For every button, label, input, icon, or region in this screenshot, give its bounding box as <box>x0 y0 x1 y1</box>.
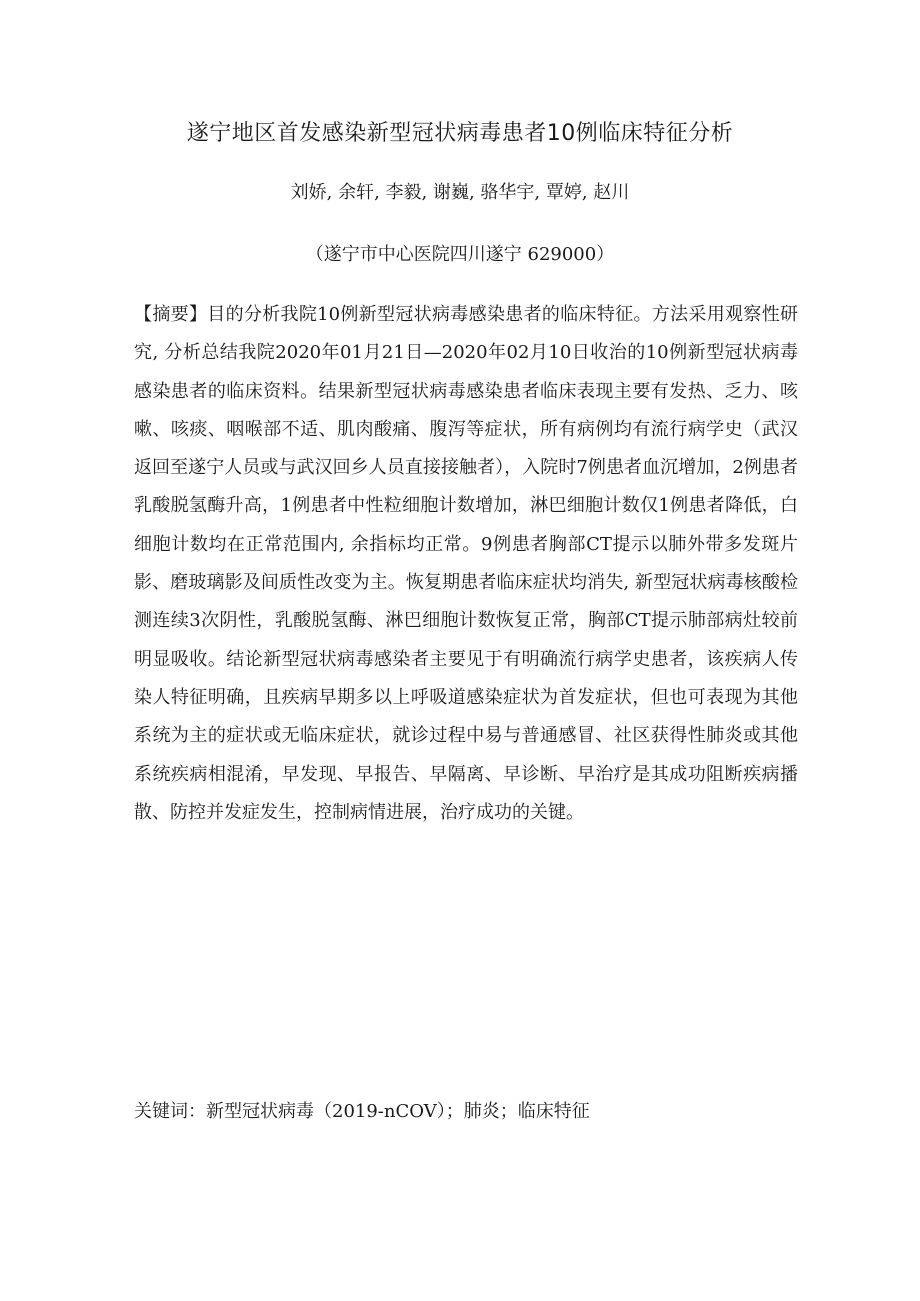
paper-title: 遂宁地区首发感染新型冠状病毒患者10例临床特征分析 <box>186 121 734 146</box>
keywords <box>134 1097 798 1127</box>
abstract-label: 【摘要】 <box>134 304 208 325</box>
keywords-label: 关键词： <box>134 1101 206 1122</box>
abstract <box>134 296 798 832</box>
affiliation: （遂宁市中心医院四川遂宁 629000） <box>305 244 615 265</box>
keywords-text: 新型冠状病毒（2019-nCOV）；肺炎；临床特征 <box>206 1101 590 1122</box>
author-list: 刘娇, 余轩, 李毅, 谢巍, 骆华宇, 覃婷, 赵川 <box>290 182 630 203</box>
abstract-text: 目的分析我院10例新型冠状病毒感染患者的临床特征。方法采用观察性研究, 分析总结我院2020年01月21日—2020年02月10日收治的10例新型冠状病毒感染患者的临床资料。结果新型冠状病毒感染患者临床表现主要有发热、乏力、咳嗽、咳痰、咽喉部不适、肌肉酸痛、腹泻等症状，所有病例均有流行病学史（武汉返回至遂宁人员或与武汉回乡人员直接接触者），入院时7例患者血沉增加，2例患者乳酸脱氢酶升高，1例患者中性粒细胞计数增加，淋巴细胞计数仅1例患者降低，白细胞计数均在正常范围内, 余指标均正常。9例患者胸部CT提示以肺外带多发斑片影、磨玻璃影及间质性改变为主。恢复期患者临床症状均消失, 新型冠状病毒核酸检测连续3次阴性，乳酸脱氢酶、淋巴细胞计数恢复正常，胸部CT提示肺部病灶较前明显吸收。结论新型冠状病毒感染者主要见于有明确流行病学史患者，该疾病人传染人特征明确，且疾病早期多以上呼吸道感染症状为首发症状，但也可表现为其他系统为主的症状或无临床症状，就诊过程中易与普通感冒、社区获得性肺炎或其他系统疾病相混淆，早发现、早报告、早隔离、早诊断、早治疗是其成功阻断疾病播散、防控并发症发生，控制病情进展，治疗成功的关键。 <box>134 304 799 823</box>
